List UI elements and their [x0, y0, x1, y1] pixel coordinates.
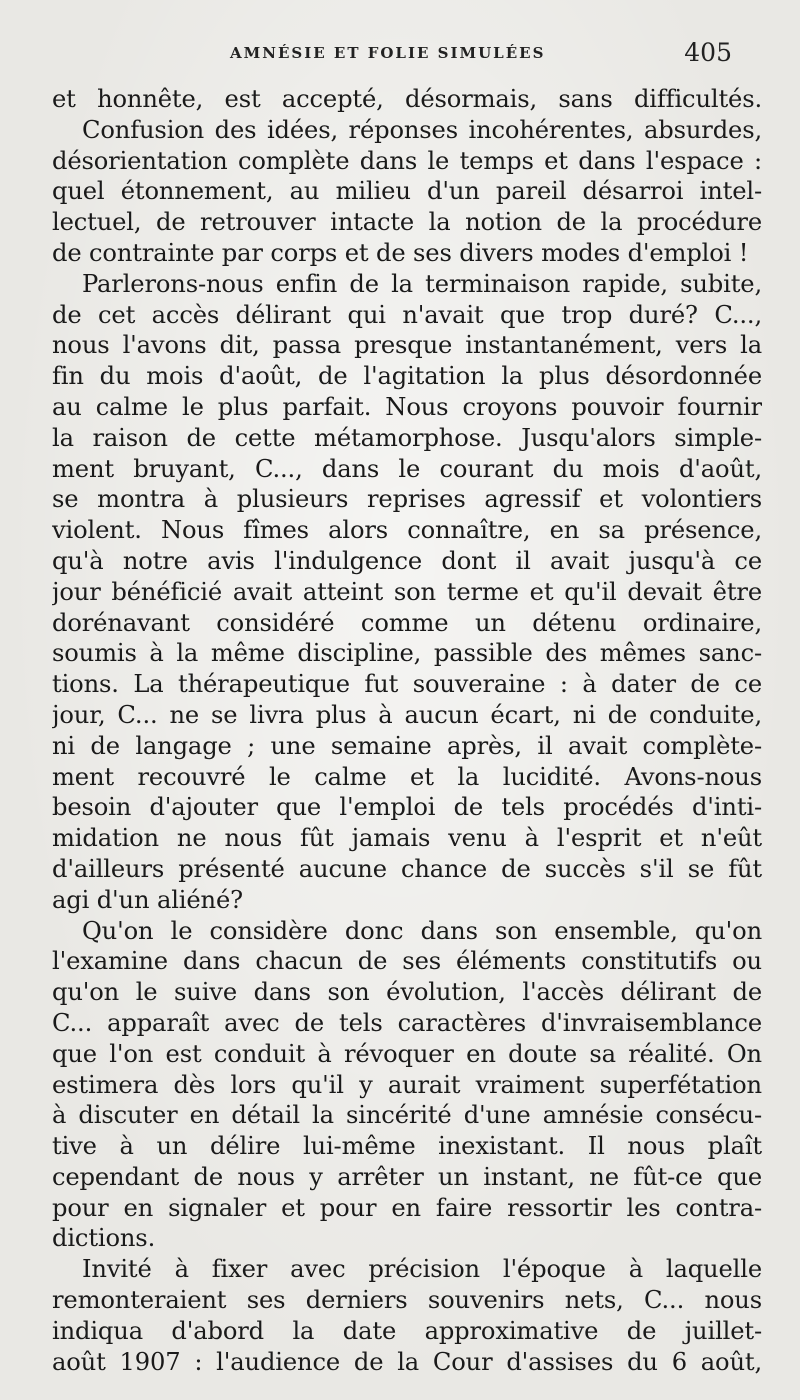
text-line: pour en signaler et pour en faire ressortir les contra- — [52, 1193, 762, 1222]
text-line: Qu'on le considère donc dans son ensemble, qu'on — [82, 916, 762, 945]
text-line: Confusion des idées, réponses incohérentes, absurdes, — [82, 115, 762, 144]
text-line: désorientation complète dans le temps et dans l'espace : — [52, 146, 762, 175]
text-line: soumis à la même discipline, passible des mêmes sanc- — [52, 639, 762, 668]
text-line: tions. La thérapeutique fut souveraine : à dater de ce — [52, 670, 762, 699]
body-text — [52, 84, 762, 1377]
text-line: tive à un délire lui-même inexistant. Il nous plaît — [52, 1132, 762, 1161]
text-line: de cet accès délirant qui n'avait que trop duré? C..., — [52, 300, 762, 329]
text-line: de contrainte par corps et de ses divers modes d'emploi ! — [52, 238, 749, 267]
text-line: jour, C... ne se livra plus à aucun écart, ni de conduite, — [52, 700, 762, 729]
text-line: d'ailleurs présenté aucune chance de succès s'il se fût — [52, 854, 762, 883]
text-line: dorénavant considéré comme un détenu ordinaire, — [52, 608, 762, 637]
page-number: 405 — [684, 38, 732, 67]
text-line: au calme le plus parfait. Nous croyons pouvoir fournir — [52, 392, 762, 421]
text-line: qu'à notre avis l'indulgence dont il avait jusqu'à ce — [52, 546, 762, 575]
running-head — [52, 38, 752, 78]
text-line: la raison de cette métamorphose. Jusqu'alors simple- — [52, 423, 762, 452]
text-line: dictions. — [52, 1224, 156, 1253]
text-line: fin du mois d'août, de l'agitation la plus désordonnée — [52, 362, 762, 391]
text-line: remonteraient ses derniers souvenirs nets, C... nous — [52, 1286, 762, 1315]
text-line: ment recouvré le calme et la lucidité. Avons-nous — [52, 762, 762, 791]
text-line: ni de langage ; une semaine après, il avait complète- — [52, 731, 762, 760]
text-line: indiqua d'abord la date approximative de juillet- — [52, 1316, 762, 1345]
text-line: violent. Nous fîmes alors connaître, en sa présence, — [52, 516, 762, 545]
text-line: à discuter en détail la sincérité d'une amnésie consécu- — [52, 1101, 762, 1130]
text-line: qu'on le suive dans son évolution, l'accès délirant de — [52, 978, 762, 1007]
text-line: que l'on est conduit à révoquer en doute sa réalité. On — [52, 1039, 762, 1068]
text-line: et honnête, est accepté, désormais, sans difficultés. — [52, 85, 762, 113]
text-line: quel étonnement, au milieu d'un pareil désarroi intel- — [52, 177, 762, 206]
text-line: Invité à fixer avec précision l'époque à laquelle — [82, 1255, 762, 1284]
text-line: besoin d'ajouter que l'emploi de tels procédés d'inti- — [52, 793, 762, 822]
text-line: se montra à plusieurs reprises agressif et volontiers — [52, 485, 762, 514]
text-line: jour bénéficié avait atteint son terme et qu'il devait être — [52, 577, 762, 606]
text-line: lectuel, de retrouver intacte la notion de la procédure — [52, 208, 762, 237]
text-line: midation ne nous fût jamais venu à l'esprit et n'eût — [52, 824, 762, 853]
text-line: août 1907 : l'audience de la Cour d'assises du 6 août, — [52, 1347, 762, 1376]
text-line: Parlerons-nous enfin de la terminaison rapide, subite, — [82, 269, 762, 298]
text-line: C... apparaît avec de tels caractères d'invraisemblance — [52, 1008, 762, 1037]
text-line: agi d'un aliéné? — [52, 885, 243, 914]
text-line: ment bruyant, C..., dans le courant du mois d'août, — [52, 454, 762, 483]
text-line: nous l'avons dit, passa presque instantanément, vers la — [52, 331, 762, 360]
text-line: estimera dès lors qu'il y aurait vraiment superfétation — [52, 1070, 762, 1099]
text-line: cependant de nous y arrêter un instant, ne fût-ce que — [52, 1162, 762, 1191]
running-title: AMNÉSIE ET FOLIE SIMULÉES — [230, 44, 546, 62]
text-line: l'examine dans chacun de ses éléments constitutifs ou — [52, 947, 762, 976]
